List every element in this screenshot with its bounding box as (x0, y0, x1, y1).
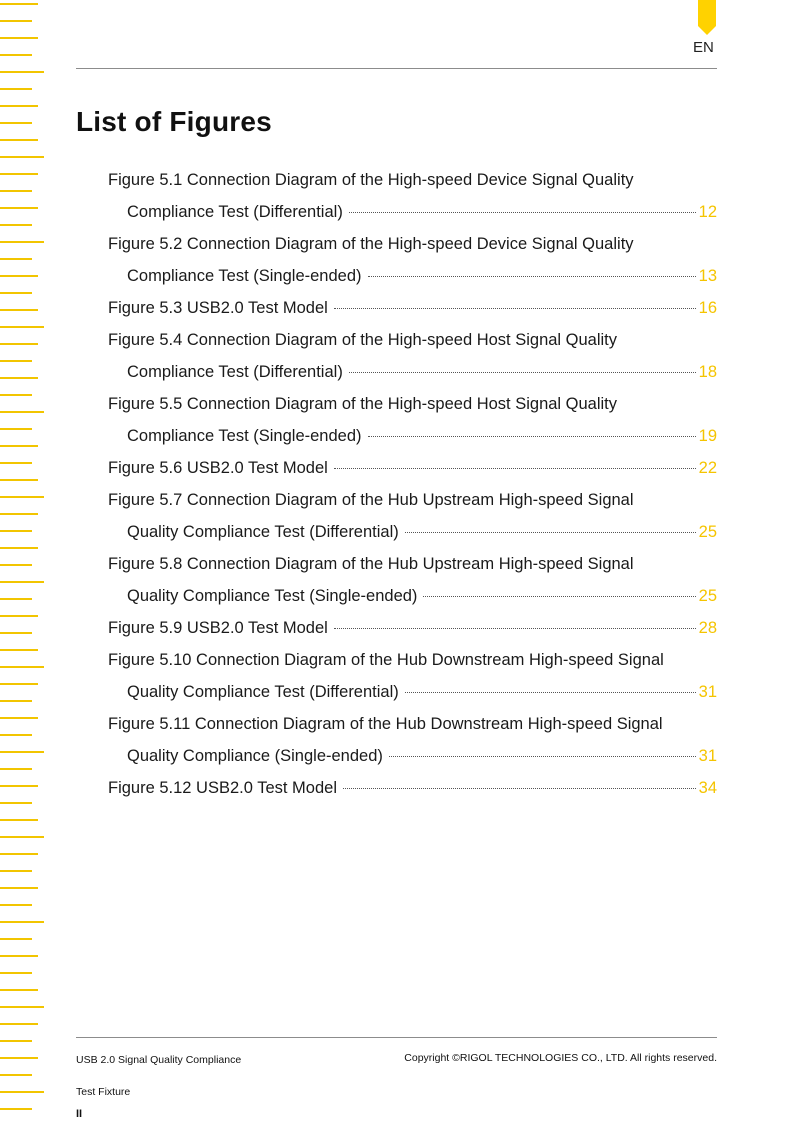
footer-divider (76, 1037, 717, 1038)
ruler-tick (0, 989, 38, 991)
ruler-tick (0, 972, 32, 974)
ruler-tick (0, 887, 38, 889)
ruler-tick (0, 547, 38, 549)
footer-copyright: Copyright ©RIGOL TECHNOLOGIES CO., LTD. All rights reserved. (404, 1052, 717, 1064)
toc-entry-title[interactable]: Figure 5.4 Connection Diagram of the High-speed Host Signal Quality (108, 331, 618, 349)
ruler-tick (0, 445, 38, 447)
leader-dots (389, 755, 696, 757)
toc-entry-title[interactable]: Figure 5.1 Connection Diagram of the High-speed Device Signal Quality (108, 171, 634, 189)
ruler-tick (0, 666, 44, 668)
ruler-tick (0, 71, 44, 73)
footer-document-title-line1: USB 2.0 Signal Quality Compliance (76, 1054, 242, 1066)
toc-entry-continuation[interactable] (108, 742, 717, 774)
leader-dots (349, 371, 696, 373)
toc-entry[interactable] (108, 774, 717, 806)
ruler-tick (0, 1074, 32, 1076)
toc-entry-title[interactable]: Figure 5.8 Connection Diagram of the Hub Upstream High-speed Signal (108, 555, 634, 573)
ruler-tick (0, 768, 32, 770)
ruler-tick (0, 156, 44, 158)
ruler-tick (0, 649, 38, 651)
toc-entry-text: Figure 5.12 USB2.0 Test Model (108, 779, 337, 797)
toc-entry-text: Quality Compliance Test (Differential) (127, 683, 399, 701)
ruler-tick (0, 3, 38, 5)
toc-page-number[interactable]: 31 (698, 683, 717, 701)
toc-page-number[interactable]: 34 (698, 779, 717, 797)
toc-entry-continuation[interactable] (108, 582, 717, 614)
toc-entry-title[interactable]: Figure 5.2 Connection Diagram of the High-speed Device Signal Quality (108, 235, 634, 253)
toc-entry-continuation[interactable] (108, 262, 717, 294)
ruler-tick (0, 1091, 44, 1093)
ruler-tick (0, 462, 32, 464)
toc-page-number[interactable]: 16 (698, 299, 717, 317)
leader-dots (334, 627, 696, 629)
leader-dots (423, 595, 695, 597)
ruler-tick (0, 1057, 38, 1059)
footer-document-title-line2: Test Fixture (76, 1086, 131, 1098)
ruler-tick (0, 921, 44, 923)
toc-entry-text: Figure 5.9 USB2.0 Test Model (108, 619, 328, 637)
ruler-tick (0, 377, 38, 379)
toc-page-number[interactable]: 19 (698, 427, 717, 445)
leader-dots (343, 787, 696, 789)
leader-dots (368, 435, 696, 437)
toc-entry-title[interactable]: Figure 5.5 Connection Diagram of the High-speed Host Signal Quality (108, 395, 618, 413)
ruler-tick (0, 275, 38, 277)
ruler-tick (0, 122, 32, 124)
ruler-tick (0, 139, 38, 141)
ruler-tick (0, 20, 32, 22)
ruler-tick (0, 1006, 44, 1008)
list-of-figures (108, 166, 717, 806)
toc-page-number[interactable]: 31 (698, 747, 717, 765)
ruler-tick (0, 598, 32, 600)
toc-entry-continuation[interactable] (108, 198, 717, 230)
ruler-tick (0, 581, 44, 583)
ruler-tick (0, 938, 32, 940)
ruler-tick (0, 173, 38, 175)
ruler-tick (0, 836, 44, 838)
ruler-tick (0, 88, 32, 90)
toc-page-number[interactable]: 12 (698, 203, 717, 221)
toc-page-number[interactable]: 25 (698, 523, 717, 541)
header-divider (76, 68, 717, 69)
toc-entry-text: Figure 5.3 USB2.0 Test Model (108, 299, 328, 317)
toc-entry-text: Compliance Test (Differential) (127, 363, 343, 381)
toc-entry-text: Compliance Test (Differential) (127, 203, 343, 221)
toc-entry-continuation[interactable] (108, 422, 717, 454)
ruler-tick (0, 224, 32, 226)
ruler-tick (0, 870, 32, 872)
ruler-tick (0, 105, 38, 107)
leader-dots (405, 531, 696, 533)
ruler-tick (0, 37, 38, 39)
toc-entry[interactable] (108, 454, 717, 486)
ruler-tick (0, 496, 44, 498)
ruler-tick (0, 632, 32, 634)
toc-entry-text: Compliance Test (Single-ended) (127, 267, 362, 285)
toc-entry-title[interactable]: Figure 5.10 Connection Diagram of the Hub Downstream High-speed Signal (108, 651, 664, 669)
leader-dots (334, 467, 696, 469)
leader-dots (334, 307, 696, 309)
ruler-tick (0, 955, 38, 957)
toc-entry-text: Quality Compliance Test (Single-ended) (127, 587, 418, 605)
ruler-tick (0, 904, 32, 906)
toc-entry-continuation[interactable] (108, 358, 717, 390)
ruler-tick (0, 54, 32, 56)
ruler-tick (0, 1108, 32, 1110)
toc-page-number[interactable]: 13 (698, 267, 717, 285)
toc-page-number[interactable]: 25 (698, 587, 717, 605)
ruler-tick (0, 309, 38, 311)
toc-entry-text: Quality Compliance Test (Differential) (127, 523, 399, 541)
ruler-tick (0, 683, 38, 685)
ruler-tick (0, 394, 32, 396)
toc-entry-text: Quality Compliance (Single-ended) (127, 747, 383, 765)
ruler-tick (0, 802, 32, 804)
toc-entry-continuation[interactable] (108, 518, 717, 550)
ruler-tick (0, 785, 38, 787)
ruler-tick (0, 530, 32, 532)
ruler-tick (0, 190, 32, 192)
toc-entry-title[interactable]: Figure 5.7 Connection Diagram of the Hub Upstream High-speed Signal (108, 491, 634, 509)
ruler-tick (0, 1040, 32, 1042)
toc-page-number[interactable]: 22 (698, 459, 717, 477)
ruler-tick (0, 343, 38, 345)
ruler-tick (0, 411, 44, 413)
toc-page-number[interactable]: 28 (698, 619, 717, 637)
toc-entry[interactable] (108, 294, 717, 326)
ruler-tick (0, 428, 32, 430)
toc-entry-text: Figure 5.6 USB2.0 Test Model (108, 459, 328, 477)
ruler-tick (0, 360, 32, 362)
margin-ruler (0, 0, 46, 1122)
leader-dots (349, 211, 696, 213)
ruler-tick (0, 734, 32, 736)
leader-dots (368, 275, 696, 277)
page-title: List of Figures (76, 106, 272, 137)
ruler-tick (0, 241, 44, 243)
ruler-tick (0, 513, 38, 515)
language-label: EN (693, 39, 714, 56)
toc-entry-continuation[interactable] (108, 678, 717, 710)
toc-entry[interactable] (108, 614, 717, 646)
ruler-tick (0, 326, 44, 328)
ruler-tick (0, 258, 32, 260)
toc-page-number[interactable]: 18 (698, 363, 717, 381)
toc-entry-title[interactable]: Figure 5.11 Connection Diagram of the Hub Downstream High-speed Signal (108, 715, 663, 733)
ruler-tick (0, 292, 32, 294)
ruler-tick (0, 700, 32, 702)
ruler-tick (0, 615, 38, 617)
ruler-tick (0, 1023, 38, 1025)
ruler-tick (0, 207, 38, 209)
ruler-tick (0, 853, 38, 855)
ruler-tick (0, 751, 44, 753)
ruler-tick (0, 819, 38, 821)
ruler-tick (0, 564, 32, 566)
toc-entry-text: Compliance Test (Single-ended) (127, 427, 362, 445)
page-number: II (76, 1108, 83, 1120)
language-tab-marker (698, 0, 716, 26)
leader-dots (405, 691, 696, 693)
ruler-tick (0, 479, 38, 481)
ruler-tick (0, 717, 38, 719)
